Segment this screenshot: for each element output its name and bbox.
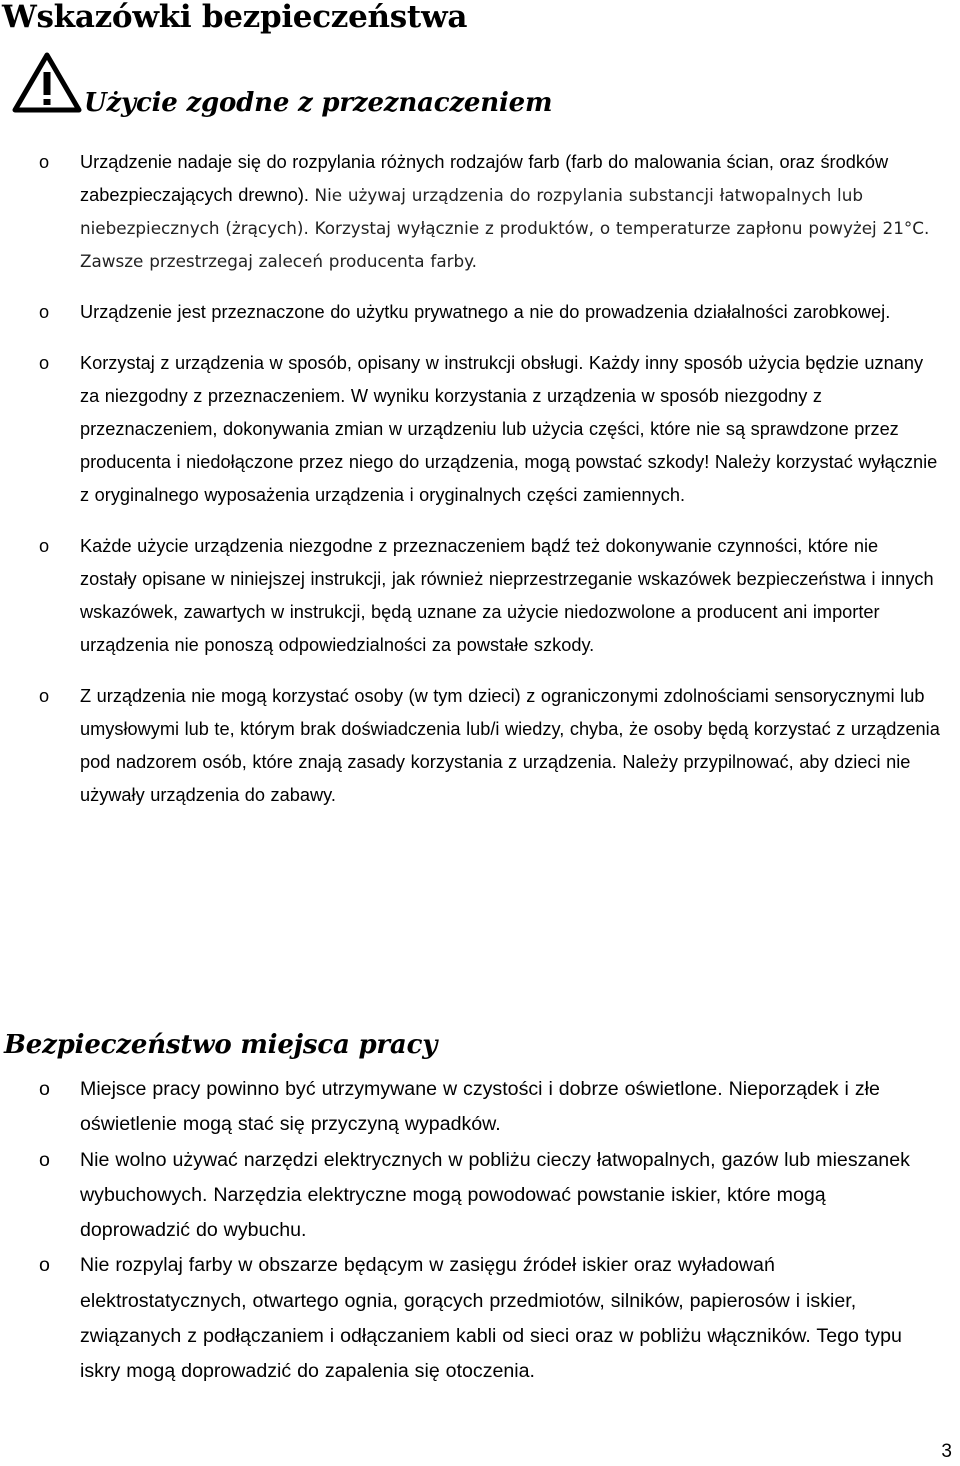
list-item-text: Każde użycie urządzenia niezgodne z przeznaczeniem bądź też dokonywanie czynności, które nie zostały opisane w niniejszej instrukcji, jak również nieprzestrzeganie wskazówek bezpieczeństwa i innych wskazówek, zawartych w instrukcji, będą uznane za użycie niedozwolone a producent ani importer urządzenia nie ponoszą odpowiedzialności za powstałe szkody. (80, 536, 934, 655)
list-item (0, 680, 960, 812)
page-title: Wskazówki bezpieczeństwa (2, 0, 468, 35)
list-item (0, 1248, 960, 1389)
list-item-text: Nie rozpylaj farby w obszarze będącym w zasięgu źródeł iskier oraz wyładowań elektrostatycznych, otwartego ognia, gorących przedmiotów, silników, papierosów i iskier, związanych z podłączaniem i odłączaniem kabli od sieci oraz w pobliżu włączników. Tego typu iskry mogą doprowadzić do zapalenia się otoczenia. (80, 1254, 902, 1383)
bullet-marker: o (39, 1254, 50, 1277)
bullet-marker: o (39, 536, 50, 556)
bullet-marker: o (39, 353, 50, 373)
list-item-text: Urządzenie jest przeznaczone do użytku prywatnego a nie do prowadzenia działalności zarobkowej. (80, 302, 891, 322)
list-item-text: Miejsce pracy powinno być utrzymywane w czystości i dobrze oświetlone. Nieporządek i złe oświetlenie mogą stać się przyczyną wypadków. (80, 1078, 880, 1136)
bullet-marker: o (39, 302, 50, 322)
bullet-marker: o (39, 686, 50, 706)
list-item-text: Urządzenie nadaje się do rozpylania różnych rodzajów farb (farb do malowania ścian, oraz środków zabezpieczających drewno). (80, 152, 889, 205)
bullet-marker: o (39, 1078, 50, 1100)
list-item (0, 296, 960, 329)
list-item-text: Z urządzenia nie mogą korzystać osoby (w tym dzieci) z ograniczonymi zdolnościami sensorycznymi lub umysłowymi lub te, którym brak doświadczenia lub/i wiedzy, chyba, że osoby będą korzystać z urządzenia pod nadzorem osób, które znają zasady korzystania z urządzenia. Należy przypilnować, aby dzieci nie używały urządzenia do zabawy. (80, 686, 940, 805)
list-item (0, 1072, 960, 1143)
workplace-safety-list (0, 1072, 960, 1390)
list-item (0, 1143, 960, 1249)
intended-use-list (0, 146, 960, 812)
list-item-text: Nie wolno używać narzędzi elektrycznych w pobliżu cieczy łatwopalnych, gazów lub mieszanek wybuchowych. Narzędzia elektryczne mogą powodować powstanie iskier, które mogą doprowadzić do wybuchu. (80, 1148, 910, 1242)
bullet-marker: o (39, 1148, 50, 1171)
section-title-workplace-safety: Bezpieczeństwo miejsca pracy (4, 1030, 438, 1060)
section-title-intended-use: Użycie zgodne z przeznaczeniem (84, 88, 553, 118)
bullet-marker: o (39, 152, 50, 172)
list-item (0, 530, 960, 662)
list-item (0, 146, 960, 278)
list-item-text: Nie używaj urządzenia do rozpylania substancji łatwopalnych lub niebezpiecznych (żrących). Korzystaj wyłącznie z produktów, o temperaturze zapłonu powyżej 21°C. Zawsze przestrzegaj zaleceń producenta farby. (80, 185, 930, 271)
list-item (0, 347, 960, 512)
page-number: 3 (941, 1441, 952, 1462)
warning-triangle-icon (12, 52, 82, 114)
list-item-text: Korzystaj z urządzenia w sposób, opisany w instrukcji obsługi. Każdy inny sposób użycia będzie uznany za niezgodny z przeznaczeniem. W wyniku korzystania z urządzenia w sposób niezgodny z przeznaczeniem, dokonywania zmian w urządzeniu lub użycia części, które nie są sprawdzone przez producenta i niedołączone przez niego do urządzenia, mogą powstać szkody! Należy korzystać wyłącznie z oryginalnego wyposażenia urządzenia i oryginalnych części zamiennych. (80, 353, 938, 505)
